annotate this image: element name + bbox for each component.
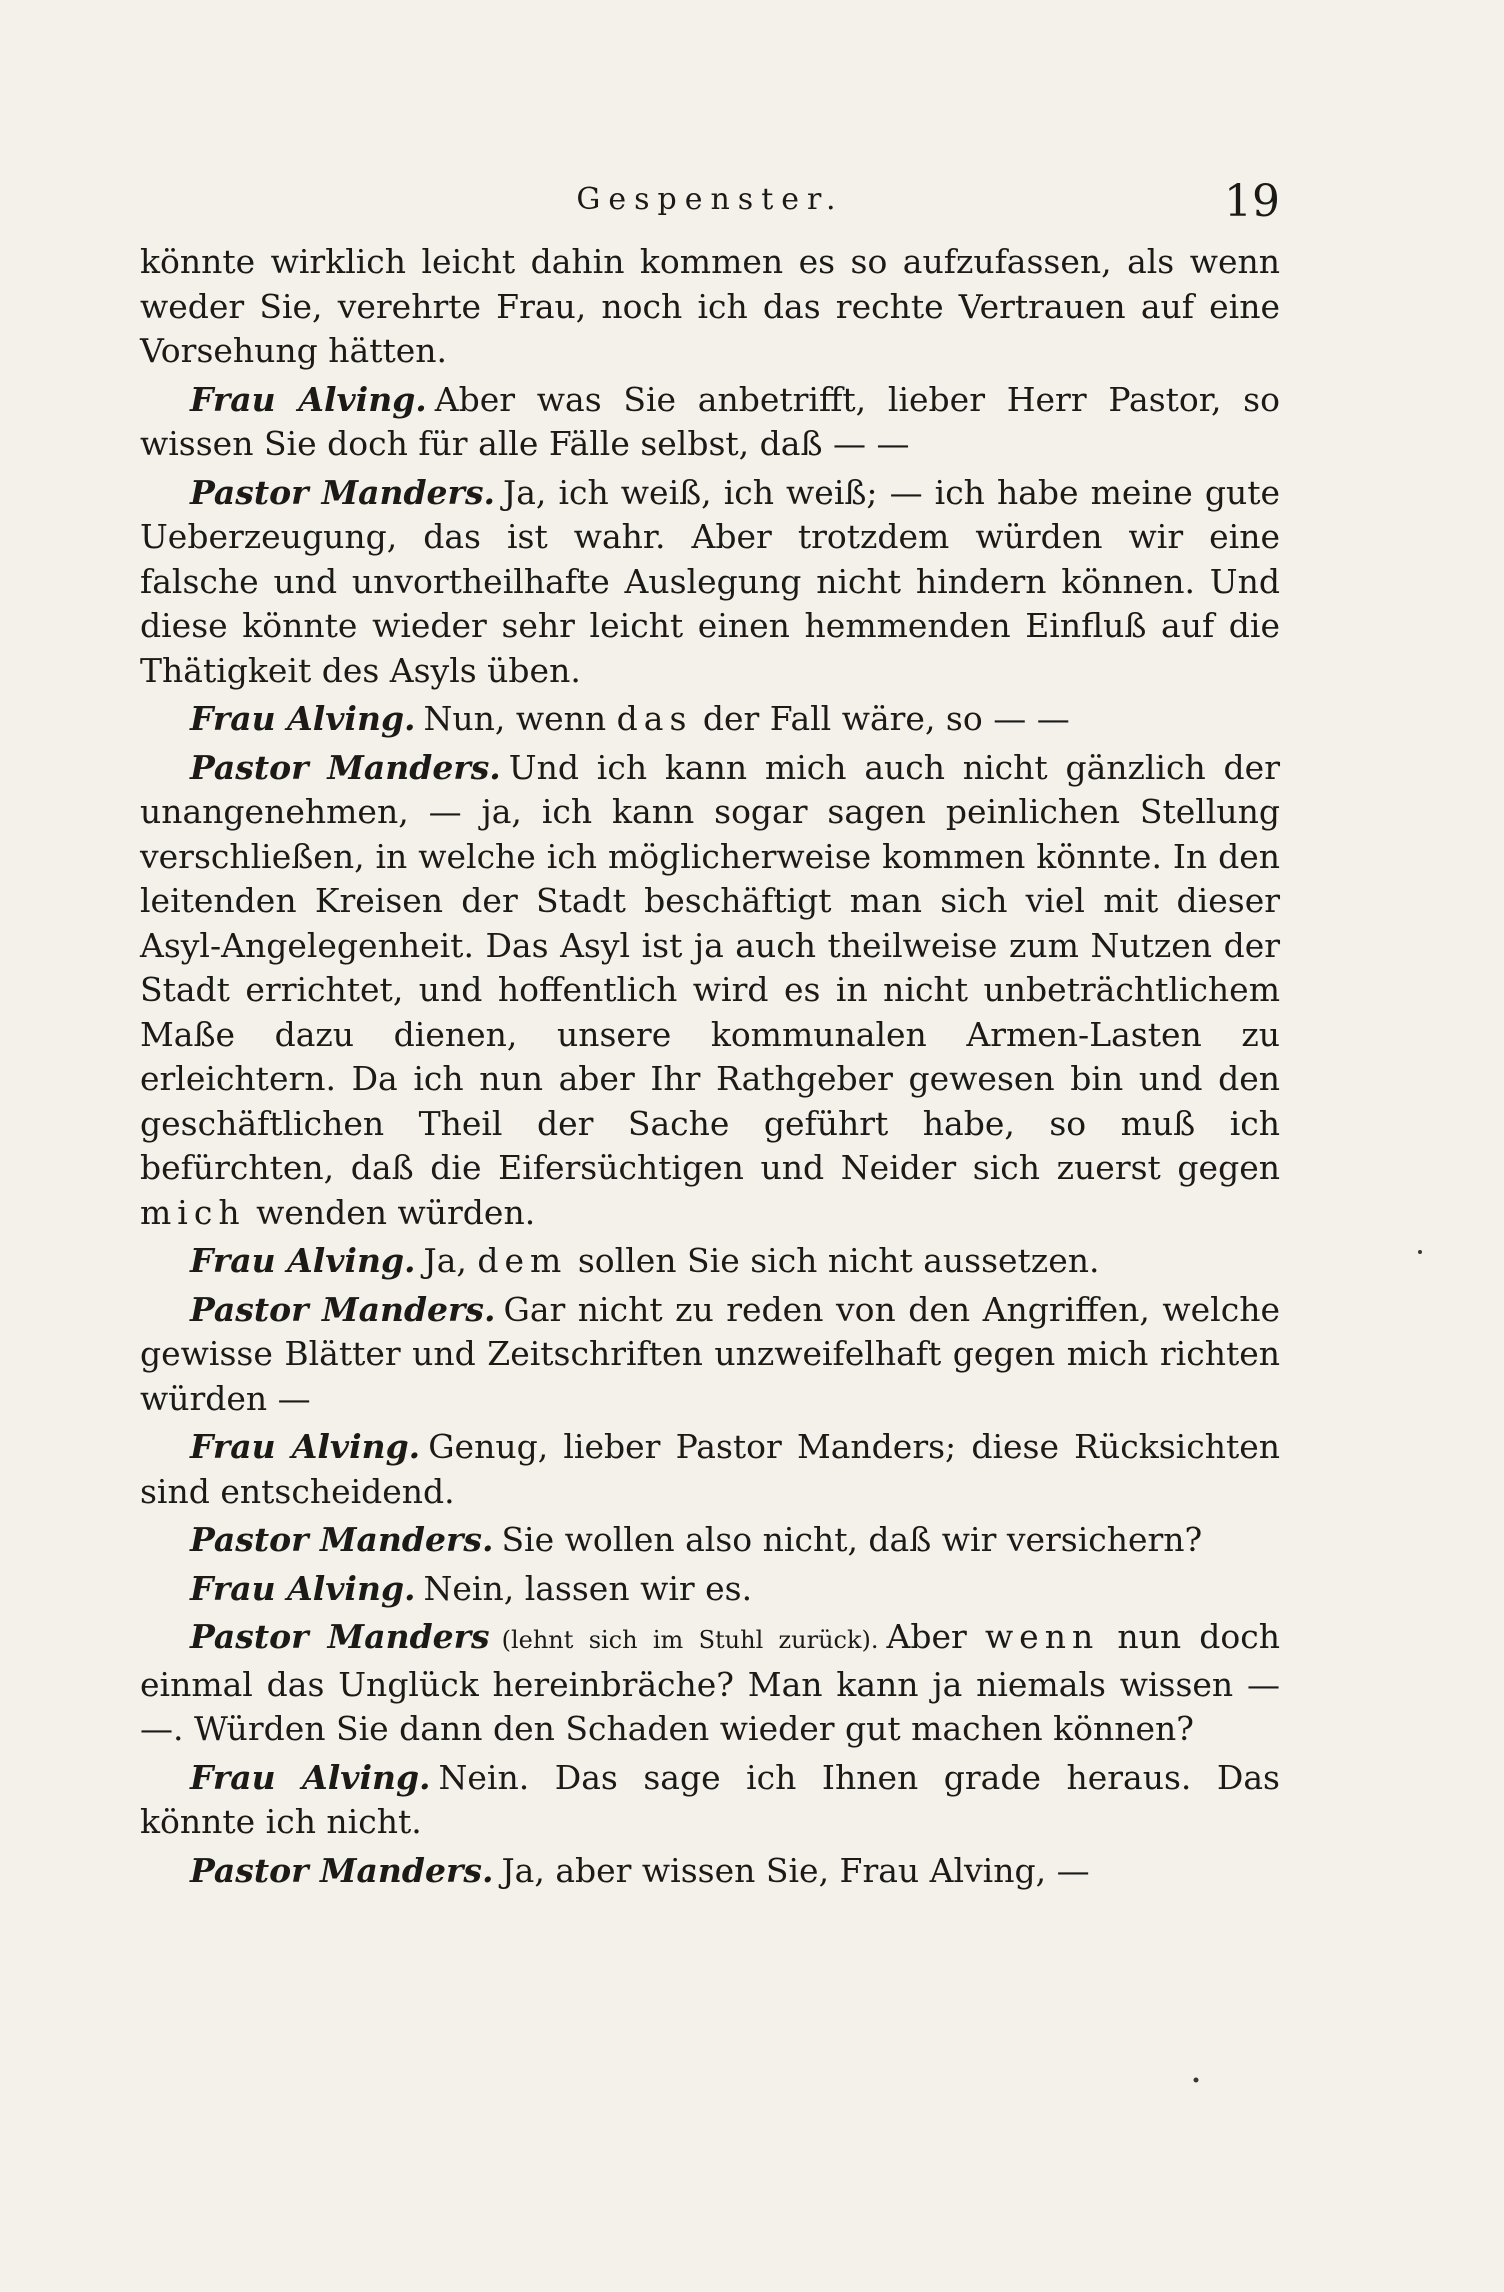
dialogue-line [140, 1567, 1280, 1612]
speaker-name: Frau Alving. [190, 379, 427, 419]
dialogue-text [140, 240, 1280, 1897]
ink-speck [1418, 1250, 1422, 1254]
emphasized-word: das [616, 699, 693, 738]
dialogue-text-line: Genug, lieber Pastor Manders; diese Rücksichten sind entscheidend. [140, 1427, 1281, 1511]
emphasized-word: wenn [984, 1617, 1100, 1656]
stage-direction: (lehnt sich im Stuhl zurück). [501, 1626, 879, 1654]
dialogue-text-before: Ja, [423, 1241, 478, 1280]
dialogue-line [140, 746, 1280, 1236]
dialogue-text-line: Ja, ich weiß, ich weiß; — ich habe meine gute Ueberzeugung, das ist wahr. Aber trotzdem würden wir eine falsche und unvortheilhafte Auslegung nicht hindern können. Und diese könnte wieder sehr leicht einen hemmenden Einfluß auf die Thätigkeit des Asyls üben. [140, 472, 1280, 690]
dialogue-line [140, 1239, 1280, 1284]
speaker-name: Frau Alving. [190, 1241, 416, 1280]
paragraph-text: könnte wirklich leicht dahin kommen es so aufzufassen, als wenn weder Sie, verehrte Frau, noch ich das rechte Vertrauen auf eine Vorsehung hätten. [140, 242, 1280, 370]
dialogue-text-line: Ja, aber wissen Sie, Frau Alving, — [501, 1850, 1090, 1890]
speaker-name: Pastor Manders. [190, 1289, 496, 1329]
speaker-name: Frau Alving. [190, 1757, 431, 1797]
dialogue-text-before: Nun, wenn [423, 699, 617, 738]
dialogue-text-after: nun doch einmal das Unglück hereinbräche? Man kann ja niemals wissen — —. Würden Sie dann den Schaden wieder gut machen können? [140, 1617, 1280, 1748]
speaker-name: Pastor Manders [190, 1617, 490, 1656]
dialogue-text-after: der Fall wäre, so — — [692, 699, 1070, 738]
dialogue-line [140, 1518, 1280, 1563]
dialogue-line [140, 378, 1280, 467]
speaker-name: Pastor Manders. [190, 1850, 494, 1890]
emphasized-word: mich [140, 1192, 246, 1232]
running-title: Gespenster. [576, 182, 844, 217]
dialogue-line [140, 1849, 1280, 1894]
dialogue-line [140, 697, 1280, 742]
page-number: 19 [1224, 176, 1280, 227]
dialogue-text-end: wenden würden. [245, 1192, 536, 1232]
dialogue-line [140, 1288, 1280, 1422]
speaker-name: Pastor Manders. [190, 1520, 494, 1559]
dialogue-text-before: Aber [886, 1617, 985, 1656]
speaker-name: Frau Alving. [190, 1568, 416, 1608]
dialogue-text-after: sollen Sie sich nicht aussetzen. [567, 1241, 1100, 1280]
dialogue-text-line: Nein, lassen wir es. [423, 1568, 753, 1608]
dialogue-text-line: Gar nicht zu reden von den Angriffen, welche gewisse Blätter und Zeitschriften unzweifelhaft gegen mich richten würden — [140, 1289, 1280, 1418]
dialogue-line [140, 471, 1280, 694]
dialogue-text-line: Aber was Sie anbetrifft, lieber Herr Pastor, so wissen Sie doch für alle Fälle selbst, daß — — [140, 379, 1280, 463]
running-head [140, 176, 1280, 236]
dialogue-text-line: Und ich kann mich auch nicht gänzlich der unangenehmen, — ja, ich kann sogar sagen peinlichen Stellung verschließen, in welche ich möglicherweise kommen könnte. In den leitenden Kreisen der Stadt beschäftigt man sich viel mit dieser Asyl-Angelegenheit. Das Asyl ist ja auch theilweise zum Nutzen der Stadt errichtet, und hoffentlich wird es in nicht unbeträchtlichem Maße dazu dienen, unsere kommunalen Armen-Lasten zu erleichtern. Da ich nun aber Ihr Rathgeber gewesen bin und den geschäftlichen Theil der Sache geführt habe, so muß ich befürchten, daß die Eifersüchtigen und Neider sich zuerst gegen [140, 747, 1280, 1187]
speaker-name: Frau Alving. [190, 1427, 421, 1466]
speaker-name: Pastor Manders. [190, 747, 501, 787]
dialogue-text-line: Nein. Das sage ich Ihnen grade heraus. Das könnte ich nicht. [140, 1757, 1280, 1841]
emphasized-word: dem [477, 1241, 568, 1280]
dialogue-text-line: Sie wollen also nicht, daß wir versichern? [501, 1520, 1203, 1559]
speaker-name: Pastor Manders. [190, 472, 496, 512]
speaker-name: Frau Alving. [190, 699, 416, 738]
paragraph-continuation [140, 240, 1280, 374]
ink-speck [1194, 2078, 1199, 2083]
dialogue-line [140, 1425, 1280, 1514]
dialogue-line [140, 1756, 1280, 1845]
dialogue-line [140, 1615, 1280, 1752]
